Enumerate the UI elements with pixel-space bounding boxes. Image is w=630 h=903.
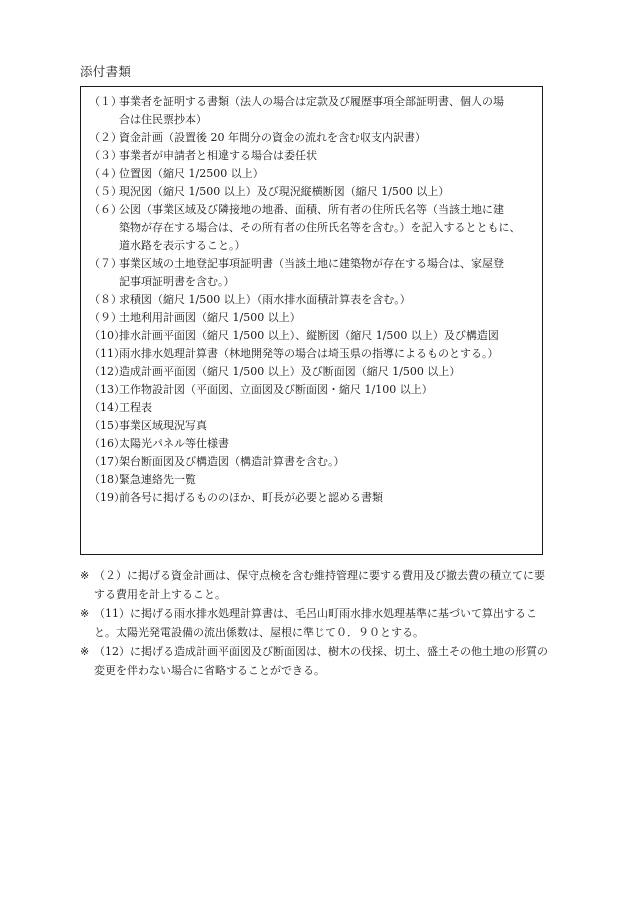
attachment-list-box — [80, 86, 543, 555]
item-text — [119, 291, 532, 309]
note-text-line: こと。太陽光発電設備の流出係数は、屋根に準じて０．９０とする。 — [94, 607, 537, 639]
note-text — [94, 604, 550, 642]
item-text — [119, 183, 532, 201]
list-item — [89, 345, 532, 363]
item-text — [119, 327, 532, 345]
item-number: （２） — [89, 131, 122, 144]
note-mark: ※ — [80, 569, 90, 582]
item-number: （16） — [89, 437, 125, 450]
item-text — [119, 435, 532, 453]
list-item — [89, 147, 532, 165]
item-text — [119, 93, 532, 129]
item-text-line: 工作物設計図（平面図、立面図及び断面図・縮尺 1/100 以上） — [119, 383, 433, 396]
item-text-line: 工程表 — [119, 401, 152, 414]
item-text-line: 事業区域の土地登記事項証明書（当該土地に建築物が存在する場合は、家屋登 — [119, 257, 504, 270]
item-text-line: 記事項証明書を含む。） — [119, 275, 235, 288]
item-text — [119, 471, 532, 489]
list-item — [89, 165, 532, 183]
item-text — [119, 147, 532, 165]
item-text-line: 前各号に掲げるもののほか、町長が必要と認める書類 — [119, 491, 383, 504]
list-item — [89, 309, 532, 327]
item-text-line: 緊急連絡先一覧 — [119, 473, 196, 486]
item-text — [119, 399, 532, 417]
item-text-line: 資金計画（設置後 20 年間分の資金の流れを含む収支内訳書） — [119, 131, 426, 144]
list-item — [89, 93, 532, 129]
item-text — [119, 489, 532, 507]
note-text-line: （12）に掲げる造成計画平面図及び断面図は、樹木の伐採、切土、盛土その他土地の形 — [94, 645, 526, 658]
list-item — [89, 255, 532, 291]
list-item — [89, 201, 532, 255]
item-text — [119, 255, 532, 291]
note-text-line: （２）に掲げる資金計画は、保守点検を含む維持管理に要する費用及び撤去費の積立て — [94, 569, 523, 582]
list-item — [89, 435, 532, 453]
item-number: （14） — [89, 401, 125, 414]
item-text — [119, 201, 532, 255]
item-text — [119, 309, 532, 327]
item-text-line: 造成計画平面図（縮尺 1/500 以上）及び断面図（縮尺 1/500 以上） — [119, 365, 461, 378]
section-heading: 添付書類 — [80, 64, 132, 79]
note-text — [94, 642, 550, 680]
note-mark: ※ — [80, 645, 90, 658]
item-text-line: 排水計画平面図（縮尺 1/500 以上）、縦断図（縮尺 1/500 以上）及び構造図 — [119, 329, 499, 342]
list-item — [89, 453, 532, 471]
item-text-line: 合は住民票抄本） — [119, 113, 207, 126]
item-number: （15） — [89, 419, 125, 432]
item-text-line: 事業者が申請者と相違する場合は委任状 — [119, 149, 317, 162]
item-number: （17） — [89, 455, 125, 468]
item-number: （７） — [89, 257, 122, 270]
item-number: （５） — [89, 185, 122, 198]
note-mark: ※ — [80, 607, 90, 620]
item-text-line: 築物が存在する場合は、その所有者の住所氏名等を含む。）を記入するとともに、 — [119, 221, 521, 234]
list-item — [89, 489, 532, 507]
item-text-line: 事業者を証明する書類（法人の場合は定款及び履歴事項全部証明書、個人の場 — [119, 95, 504, 108]
item-number: （10） — [89, 329, 125, 342]
item-text — [119, 363, 532, 381]
item-text-line: 雨水排水処理計算書（林地開発等の場合は埼玉県の指導によるものとする。） — [119, 347, 499, 360]
item-number: （１） — [89, 95, 122, 108]
list-item — [89, 399, 532, 417]
item-text — [119, 453, 532, 471]
item-number: （９） — [89, 311, 122, 324]
item-number: （19） — [89, 491, 125, 504]
item-text-line: 事業区域現況写真 — [119, 419, 207, 432]
note-item — [80, 642, 550, 680]
item-number: （３） — [89, 149, 122, 162]
note-item — [80, 604, 550, 642]
item-number: （12） — [89, 365, 125, 378]
notes-section — [80, 566, 550, 680]
item-text-line: 現況図（縮尺 1/500 以上）及び現況縦横断図（縮尺 1/500 以上） — [119, 185, 450, 198]
item-text — [119, 381, 532, 399]
list-item — [89, 381, 532, 399]
note-text-line: （11）に掲げる雨水排水処理計算書は、毛呂山町雨水排水処理基準に基づいて算出する — [94, 607, 526, 620]
list-item — [89, 327, 532, 345]
note-text-line: 質の変更を伴わない場合に省略することができる。 — [94, 645, 548, 677]
item-text-line: 公図（事業区域及び隣接地の地番、面積、所有者の住所氏名等（当該土地に建 — [119, 203, 504, 216]
item-text — [119, 165, 532, 183]
item-number: （11） — [89, 347, 125, 360]
list-item — [89, 471, 532, 489]
list-item — [89, 129, 532, 147]
list-item — [89, 183, 532, 201]
item-text — [119, 417, 532, 435]
list-item — [89, 291, 532, 309]
item-number: （13） — [89, 383, 125, 396]
item-text — [119, 345, 532, 363]
list-item — [89, 417, 532, 435]
item-number: （18） — [89, 473, 125, 486]
item-text — [119, 129, 532, 147]
item-number: （８） — [89, 293, 122, 306]
item-number: （４） — [89, 167, 122, 180]
item-text-line: 土地利用計画図（縮尺 1/500 以上） — [119, 311, 301, 324]
item-text-line: 求積図（縮尺 1/500 以上）（雨水排水面積計算表を含む。） — [119, 293, 411, 306]
note-item — [80, 566, 550, 604]
item-text-line: 太陽光パネル等仕様書 — [119, 437, 229, 450]
item-number: （６） — [89, 203, 122, 216]
list-item — [89, 363, 532, 381]
item-text-line: 位置図（縮尺 1/2500 以上） — [119, 167, 264, 180]
note-text — [94, 566, 550, 604]
note-text-line: に要する費用を計上すること。 — [94, 569, 545, 601]
item-text-line: 道水路を表示すること。） — [119, 239, 246, 252]
item-text-line: 架台断面図及び構造図（構造計算書を含む。） — [119, 455, 345, 468]
